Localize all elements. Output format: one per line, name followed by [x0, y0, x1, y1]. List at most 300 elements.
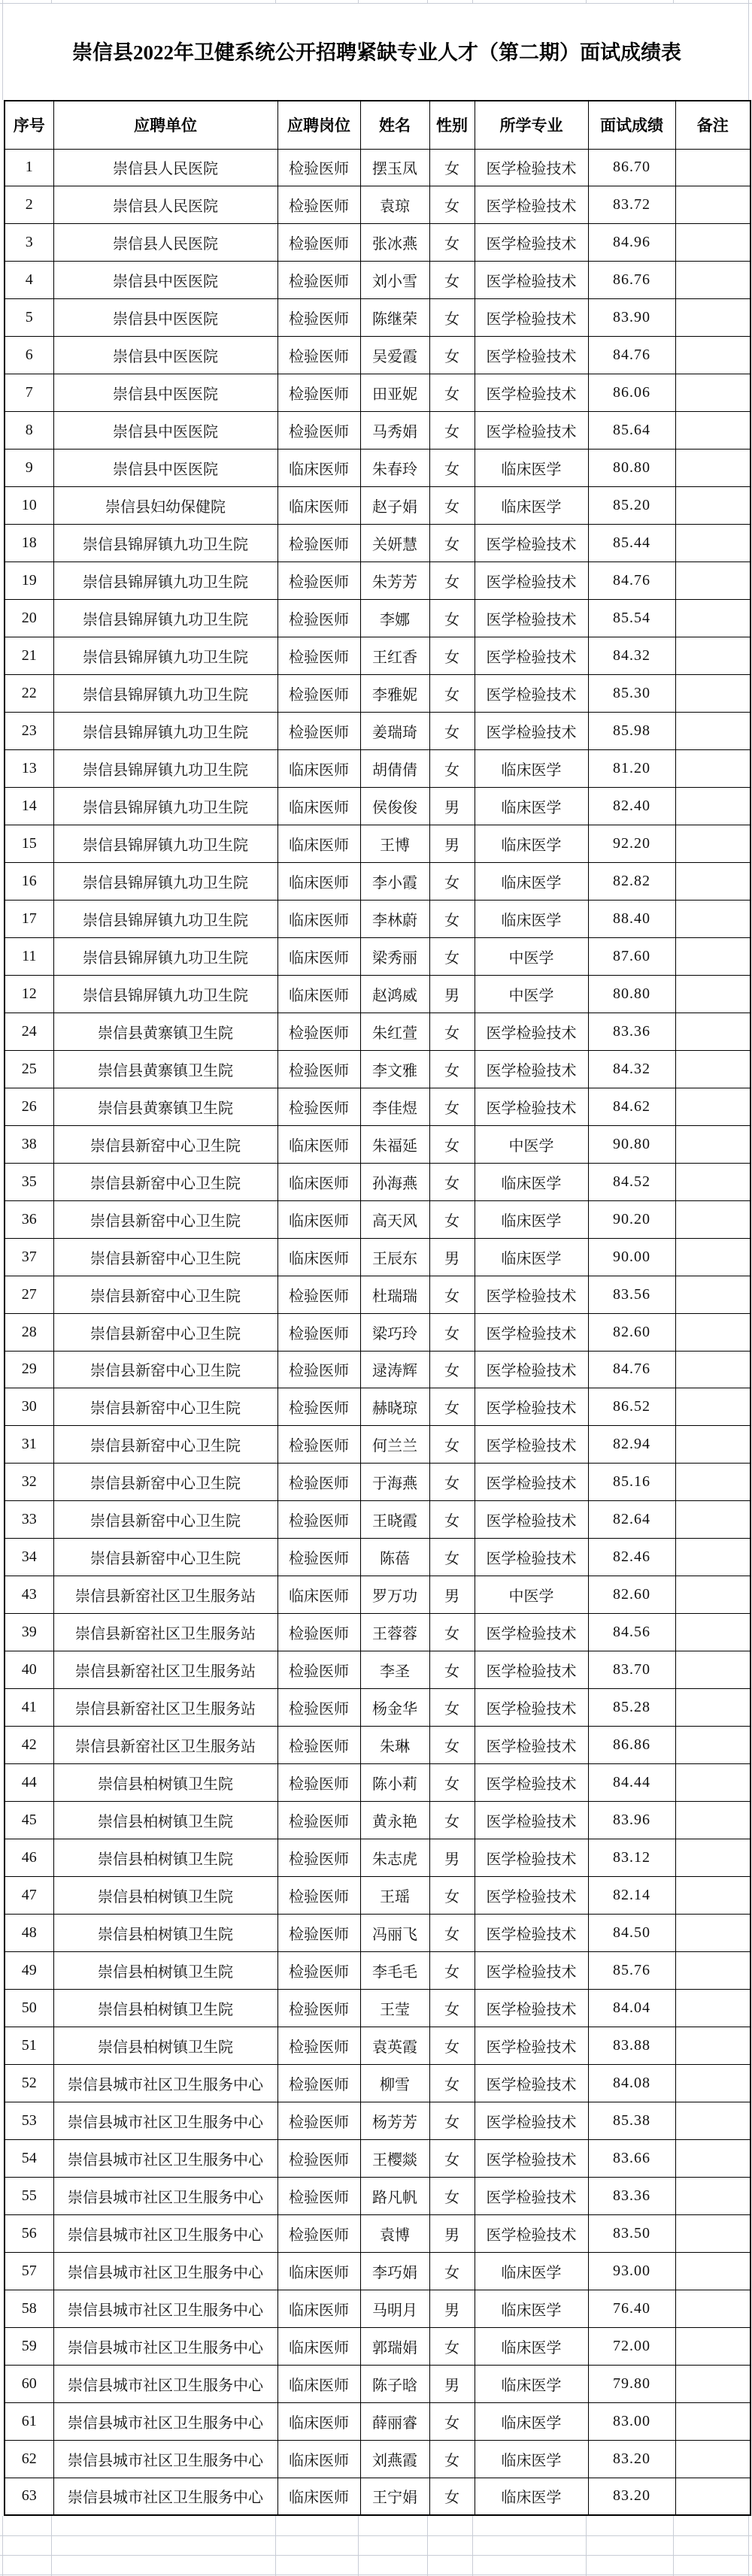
cell-unit: 崇信县中医医院 — [53, 299, 277, 337]
cell-no: 8 — [5, 412, 53, 450]
table-row — [5, 787, 750, 825]
table-row — [5, 2402, 750, 2440]
cell-remark — [675, 825, 750, 862]
table-row — [5, 2478, 750, 2515]
cell-major: 医学检验技术 — [475, 1351, 588, 1388]
table-row — [5, 975, 750, 1013]
cell-unit: 崇信县新窑社区卫生服务站 — [53, 1689, 277, 1727]
cell-unit: 崇信县柏树镇卫生院 — [53, 1877, 277, 1915]
cell-score: 86.06 — [588, 374, 675, 412]
cell-no: 21 — [5, 637, 53, 675]
cell-major: 临床医学 — [475, 450, 588, 487]
cell-name: 郭瑞娟 — [360, 2327, 429, 2365]
cell-post: 临床医师 — [277, 1576, 360, 1614]
cell-major: 医学检验技术 — [475, 1050, 588, 1088]
cell-unit: 崇信县人民医院 — [53, 186, 277, 224]
cell-unit: 崇信县中医医院 — [53, 374, 277, 412]
cell-remark — [675, 1276, 750, 1313]
cell-name: 李巧娟 — [360, 2252, 429, 2290]
cell-no: 52 — [5, 2064, 53, 2102]
table-row — [5, 637, 750, 675]
cell-no: 33 — [5, 1501, 53, 1539]
table-row — [5, 1539, 750, 1576]
cell-name: 摆玉凤 — [360, 149, 429, 186]
cell-unit: 崇信县城市社区卫生服务中心 — [53, 2252, 277, 2290]
cell-remark — [675, 1313, 750, 1351]
cell-no: 13 — [5, 750, 53, 788]
table-row — [5, 1989, 750, 2027]
cell-no: 29 — [5, 1351, 53, 1388]
table-row — [5, 1689, 750, 1727]
cell-no: 18 — [5, 525, 53, 562]
cell-name: 王宁娟 — [360, 2478, 429, 2515]
cell-no: 1 — [5, 149, 53, 186]
cell-major: 医学检验技术 — [475, 637, 588, 675]
cell-name: 袁英霞 — [360, 2027, 429, 2064]
cell-unit: 崇信县城市社区卫生服务中心 — [53, 2290, 277, 2327]
cell-gender: 女 — [429, 1614, 475, 1651]
cell-score: 84.04 — [588, 1989, 675, 2027]
cell-major: 医学检验技术 — [475, 1802, 588, 1839]
cell-no: 34 — [5, 1539, 53, 1576]
spreadsheet-gridline — [427, 0, 428, 3]
cell-post: 检验医师 — [277, 1989, 360, 2027]
cell-gender: 男 — [429, 2214, 475, 2252]
cell-name: 吴爱霞 — [360, 337, 429, 374]
table-row — [5, 600, 750, 637]
cell-remark — [675, 2064, 750, 2102]
cell-unit: 崇信县中医医院 — [53, 262, 277, 299]
cell-major: 医学检验技术 — [475, 2027, 588, 2064]
table-row — [5, 1802, 750, 1839]
cell-name: 王博 — [360, 825, 429, 862]
spreadsheet-gridline — [427, 2516, 428, 2576]
cell-major: 医学检验技术 — [475, 337, 588, 374]
cell-major: 医学检验技术 — [475, 1952, 588, 1990]
cell-gender: 女 — [429, 2252, 475, 2290]
cell-remark — [675, 2139, 750, 2177]
cell-remark — [675, 2252, 750, 2290]
cell-name: 路凡帆 — [360, 2177, 429, 2214]
cell-score: 85.44 — [588, 525, 675, 562]
cell-name: 袁琼 — [360, 186, 429, 224]
table-row — [5, 675, 750, 713]
cell-post: 检验医师 — [277, 1839, 360, 1877]
cell-name: 于海燕 — [360, 1464, 429, 1501]
spreadsheet-gridline — [0, 2574, 752, 2575]
cell-major: 医学检验技术 — [475, 1915, 588, 1952]
cell-post: 检验医师 — [277, 1539, 360, 1576]
table-row — [5, 1163, 750, 1200]
table-row — [5, 2139, 750, 2177]
cell-unit: 崇信县城市社区卫生服务中心 — [53, 2327, 277, 2365]
cell-unit: 崇信县城市社区卫生服务中心 — [53, 2214, 277, 2252]
cell-score: 90.00 — [588, 1238, 675, 1276]
cell-major: 医学检验技术 — [475, 1651, 588, 1689]
cell-unit: 崇信县新窑社区卫生服务站 — [53, 1576, 277, 1614]
cell-remark — [675, 525, 750, 562]
cell-score: 85.38 — [588, 2102, 675, 2139]
cell-gender: 女 — [429, 412, 475, 450]
table-row — [5, 1388, 750, 1426]
spreadsheet-gridline — [472, 2516, 473, 2576]
cell-no: 57 — [5, 2252, 53, 2290]
cell-gender: 女 — [429, 1163, 475, 1200]
cell-score: 85.28 — [588, 1689, 675, 1727]
cell-post: 临床医师 — [277, 937, 360, 975]
table-row — [5, 1200, 750, 1238]
cell-score: 84.52 — [588, 1163, 675, 1200]
cell-no: 53 — [5, 2102, 53, 2139]
table-row — [5, 1313, 750, 1351]
cell-gender: 女 — [429, 1539, 475, 1576]
cell-name: 朱红萱 — [360, 1013, 429, 1050]
cell-no: 7 — [5, 374, 53, 412]
cell-post: 检验医师 — [277, 2027, 360, 2064]
cell-score: 85.54 — [588, 600, 675, 637]
cell-no: 2 — [5, 186, 53, 224]
cell-post: 临床医师 — [277, 2252, 360, 2290]
cell-score: 82.46 — [588, 1539, 675, 1576]
cell-unit: 崇信县城市社区卫生服务中心 — [53, 2102, 277, 2139]
cell-gender: 女 — [429, 186, 475, 224]
column-header: 应聘单位 — [53, 101, 277, 149]
cell-remark — [675, 975, 750, 1013]
cell-gender: 女 — [429, 2102, 475, 2139]
cell-post: 检验医师 — [277, 713, 360, 750]
spreadsheet-gridline — [472, 0, 473, 3]
cell-no: 25 — [5, 1050, 53, 1088]
cell-no: 56 — [5, 2214, 53, 2252]
cell-post: 检验医师 — [277, 1388, 360, 1426]
cell-unit: 崇信县柏树镇卫生院 — [53, 1839, 277, 1877]
cell-score: 83.12 — [588, 1839, 675, 1877]
cell-name: 李文雅 — [360, 1050, 429, 1088]
cell-name: 梁巧玲 — [360, 1313, 429, 1351]
cell-post: 检验医师 — [277, 1727, 360, 1764]
cell-post: 临床医师 — [277, 2402, 360, 2440]
cell-post: 检验医师 — [277, 1088, 360, 1125]
cell-score: 82.60 — [588, 1576, 675, 1614]
cell-major: 临床医学 — [475, 862, 588, 900]
cell-unit: 崇信县新窑社区卫生服务站 — [53, 1727, 277, 1764]
cell-unit: 崇信县新窑中心卫生院 — [53, 1276, 277, 1313]
cell-name: 李毛毛 — [360, 1952, 429, 1990]
cell-gender: 女 — [429, 525, 475, 562]
table-row — [5, 1501, 750, 1539]
table-row — [5, 2027, 750, 2064]
cell-major: 临床医学 — [475, 900, 588, 937]
cell-name: 王莹 — [360, 1989, 429, 2027]
cell-score: 84.56 — [588, 1614, 675, 1651]
cell-score: 82.40 — [588, 787, 675, 825]
spreadsheet-gridline — [51, 2516, 52, 2576]
spreadsheet-gridline — [748, 2516, 749, 2576]
cell-remark — [675, 412, 750, 450]
spreadsheet-gridline — [51, 0, 52, 3]
cell-major: 临床医学 — [475, 1200, 588, 1238]
table-row — [5, 2102, 750, 2139]
cell-no: 23 — [5, 713, 53, 750]
table-row — [5, 337, 750, 374]
cell-remark — [675, 1839, 750, 1877]
cell-major: 医学检验技术 — [475, 562, 588, 600]
cell-major: 医学检验技术 — [475, 1689, 588, 1727]
cell-gender: 女 — [429, 637, 475, 675]
header-row — [5, 101, 750, 149]
cell-remark — [675, 600, 750, 637]
column-header: 性别 — [429, 101, 475, 149]
table-row — [5, 1839, 750, 1877]
cell-gender: 男 — [429, 787, 475, 825]
cell-no: 22 — [5, 675, 53, 713]
cell-score: 84.76 — [588, 562, 675, 600]
cell-major: 医学检验技术 — [475, 224, 588, 262]
cell-remark — [675, 1050, 750, 1088]
cell-post: 临床医师 — [277, 787, 360, 825]
cell-major: 临床医学 — [475, 787, 588, 825]
cell-score: 86.52 — [588, 1388, 675, 1426]
cell-post: 检验医师 — [277, 1426, 360, 1464]
cell-gender: 女 — [429, 1088, 475, 1125]
cell-post: 临床医师 — [277, 825, 360, 862]
cell-unit: 崇信县锦屏镇九功卫生院 — [53, 562, 277, 600]
cell-gender: 女 — [429, 1050, 475, 1088]
column-header: 应聘岗位 — [277, 101, 360, 149]
cell-unit: 崇信县柏树镇卫生院 — [53, 2027, 277, 2064]
cell-remark — [675, 2327, 750, 2365]
cell-score: 83.00 — [588, 2402, 675, 2440]
cell-remark — [675, 1915, 750, 1952]
cell-no: 58 — [5, 2290, 53, 2327]
cell-gender: 男 — [429, 975, 475, 1013]
cell-gender: 女 — [429, 337, 475, 374]
cell-name: 李雅妮 — [360, 675, 429, 713]
column-header: 面试成绩 — [588, 101, 675, 149]
cell-no: 3 — [5, 224, 53, 262]
cell-score: 76.40 — [588, 2290, 675, 2327]
table-row — [5, 2214, 750, 2252]
cell-score: 82.64 — [588, 1501, 675, 1539]
cell-post: 检验医师 — [277, 1013, 360, 1050]
table-row — [5, 186, 750, 224]
cell-remark — [675, 562, 750, 600]
table-row — [5, 562, 750, 600]
cell-gender: 女 — [429, 2177, 475, 2214]
cell-name: 陈蓓 — [360, 1539, 429, 1576]
spreadsheet-gridline — [358, 0, 359, 3]
page-title: 崇信县2022年卫健系统公开招聘紧缺专业人才（第二期）面试成绩表 — [72, 41, 681, 64]
cell-remark — [675, 2440, 750, 2478]
cell-gender: 女 — [429, 2327, 475, 2365]
cell-score: 85.76 — [588, 1952, 675, 1990]
table-row — [5, 1351, 750, 1388]
cell-post: 检验医师 — [277, 1050, 360, 1088]
cell-gender: 女 — [429, 562, 475, 600]
cell-remark — [675, 637, 750, 675]
cell-gender: 女 — [429, 1651, 475, 1689]
cell-post: 检验医师 — [277, 675, 360, 713]
cell-name: 王晓霞 — [360, 1501, 429, 1539]
cell-post: 检验医师 — [277, 1915, 360, 1952]
cell-no: 17 — [5, 900, 53, 937]
cell-no: 31 — [5, 1426, 53, 1464]
cell-major: 医学检验技术 — [475, 713, 588, 750]
spreadsheet-gridline — [673, 2516, 674, 2576]
cell-gender: 女 — [429, 262, 475, 299]
cell-remark — [675, 1351, 750, 1388]
table-row — [5, 412, 750, 450]
cell-score: 84.50 — [588, 1915, 675, 1952]
cell-score: 84.76 — [588, 1351, 675, 1388]
cell-gender: 女 — [429, 1426, 475, 1464]
cell-unit: 崇信县城市社区卫生服务中心 — [53, 2440, 277, 2478]
cell-no: 42 — [5, 1727, 53, 1764]
table-row — [5, 1276, 750, 1313]
cell-unit: 崇信县锦屏镇九功卫生院 — [53, 900, 277, 937]
cell-unit: 崇信县新窑中心卫生院 — [53, 1313, 277, 1351]
cell-no: 20 — [5, 600, 53, 637]
column-header: 姓名 — [360, 101, 429, 149]
cell-post: 临床医师 — [277, 2365, 360, 2402]
cell-unit: 崇信县锦屏镇九功卫生院 — [53, 825, 277, 862]
cell-major: 中医学 — [475, 975, 588, 1013]
cell-unit: 崇信县新窑中心卫生院 — [53, 1388, 277, 1426]
cell-major: 医学检验技术 — [475, 525, 588, 562]
table-row — [5, 2290, 750, 2327]
cell-no: 32 — [5, 1464, 53, 1501]
table-row — [5, 149, 750, 186]
cell-remark — [675, 750, 750, 788]
table-row — [5, 1764, 750, 1802]
cell-no: 11 — [5, 937, 53, 975]
table-row — [5, 224, 750, 262]
cell-major: 医学检验技术 — [475, 1614, 588, 1651]
cell-score: 85.30 — [588, 675, 675, 713]
cell-post: 临床医师 — [277, 1125, 360, 1163]
cell-remark — [675, 1802, 750, 1839]
spreadsheet-gridline — [0, 2555, 752, 2556]
cell-remark — [675, 337, 750, 374]
table-row — [5, 862, 750, 900]
cell-no: 40 — [5, 1651, 53, 1689]
table-row — [5, 487, 750, 525]
cell-name: 姜瑞琦 — [360, 713, 429, 750]
cell-score: 80.80 — [588, 975, 675, 1013]
cell-major: 医学检验技术 — [475, 186, 588, 224]
cell-no: 15 — [5, 825, 53, 862]
cell-name: 高天风 — [360, 1200, 429, 1238]
cell-post: 检验医师 — [277, 299, 360, 337]
cell-post: 检验医师 — [277, 600, 360, 637]
cell-gender: 男 — [429, 2290, 475, 2327]
cell-name: 杨芳芳 — [360, 2102, 429, 2139]
cell-major: 医学检验技术 — [475, 1426, 588, 1464]
cell-major: 医学检验技术 — [475, 1539, 588, 1576]
cell-score: 83.36 — [588, 2177, 675, 2214]
table-row — [5, 1614, 750, 1651]
cell-remark — [675, 1088, 750, 1125]
cell-unit: 崇信县新窑社区卫生服务站 — [53, 1651, 277, 1689]
cell-remark — [675, 2365, 750, 2402]
cell-remark — [675, 1689, 750, 1727]
cell-major: 医学检验技术 — [475, 1388, 588, 1426]
table-row — [5, 1464, 750, 1501]
cell-unit: 崇信县城市社区卫生服务中心 — [53, 2402, 277, 2440]
cell-major: 临床医学 — [475, 2327, 588, 2365]
table-row — [5, 299, 750, 337]
cell-name: 李圣 — [360, 1651, 429, 1689]
cell-major: 医学检验技术 — [475, 149, 588, 186]
cell-remark — [675, 1614, 750, 1651]
cell-gender: 女 — [429, 1802, 475, 1839]
cell-remark — [675, 1238, 750, 1276]
cell-gender: 女 — [429, 2478, 475, 2515]
cell-gender: 男 — [429, 1839, 475, 1877]
cell-name: 陈子晗 — [360, 2365, 429, 2402]
spreadsheet-gridline — [673, 0, 674, 3]
cell-gender: 女 — [429, 750, 475, 788]
cell-name: 陈小莉 — [360, 1764, 429, 1802]
cell-post: 检验医师 — [277, 1501, 360, 1539]
table-row — [5, 1877, 750, 1915]
cell-score: 82.14 — [588, 1877, 675, 1915]
cell-gender: 女 — [429, 1388, 475, 1426]
cell-score: 88.40 — [588, 900, 675, 937]
cell-remark — [675, 1464, 750, 1501]
cell-major: 医学检验技术 — [475, 374, 588, 412]
cell-remark — [675, 149, 750, 186]
cell-no: 47 — [5, 1877, 53, 1915]
cell-score: 84.62 — [588, 1088, 675, 1125]
cell-no: 51 — [5, 2027, 53, 2064]
table-row — [5, 450, 750, 487]
cell-no: 9 — [5, 450, 53, 487]
cell-score: 84.32 — [588, 637, 675, 675]
cell-gender: 男 — [429, 1238, 475, 1276]
cell-major: 临床医学 — [475, 2252, 588, 2290]
cell-score: 83.72 — [588, 186, 675, 224]
cell-major: 医学检验技术 — [475, 1839, 588, 1877]
table-row — [5, 825, 750, 862]
cell-name: 杨金华 — [360, 1689, 429, 1727]
cell-major: 临床医学 — [475, 750, 588, 788]
cell-no: 30 — [5, 1388, 53, 1426]
cell-score: 82.82 — [588, 862, 675, 900]
cell-remark — [675, 1952, 750, 1990]
cell-remark — [675, 2102, 750, 2139]
cell-score: 84.96 — [588, 224, 675, 262]
cell-no: 26 — [5, 1088, 53, 1125]
cell-score: 80.80 — [588, 450, 675, 487]
cell-post: 检验医师 — [277, 525, 360, 562]
cell-major: 医学检验技术 — [475, 1013, 588, 1050]
cell-score: 86.86 — [588, 1727, 675, 1764]
cell-unit: 崇信县城市社区卫生服务中心 — [53, 2365, 277, 2402]
cell-post: 检验医师 — [277, 1313, 360, 1351]
cell-remark — [675, 1426, 750, 1464]
cell-unit: 崇信县新窑社区卫生服务站 — [53, 1614, 277, 1651]
spreadsheet-gridline — [275, 0, 276, 3]
cell-unit: 崇信县城市社区卫生服务中心 — [53, 2478, 277, 2515]
cell-no: 59 — [5, 2327, 53, 2365]
cell-post: 检验医师 — [277, 224, 360, 262]
cell-post: 检验医师 — [277, 1651, 360, 1689]
cell-major: 临床医学 — [475, 2365, 588, 2402]
cell-major: 中医学 — [475, 1125, 588, 1163]
cell-score: 81.20 — [588, 750, 675, 788]
cell-major: 临床医学 — [475, 2402, 588, 2440]
